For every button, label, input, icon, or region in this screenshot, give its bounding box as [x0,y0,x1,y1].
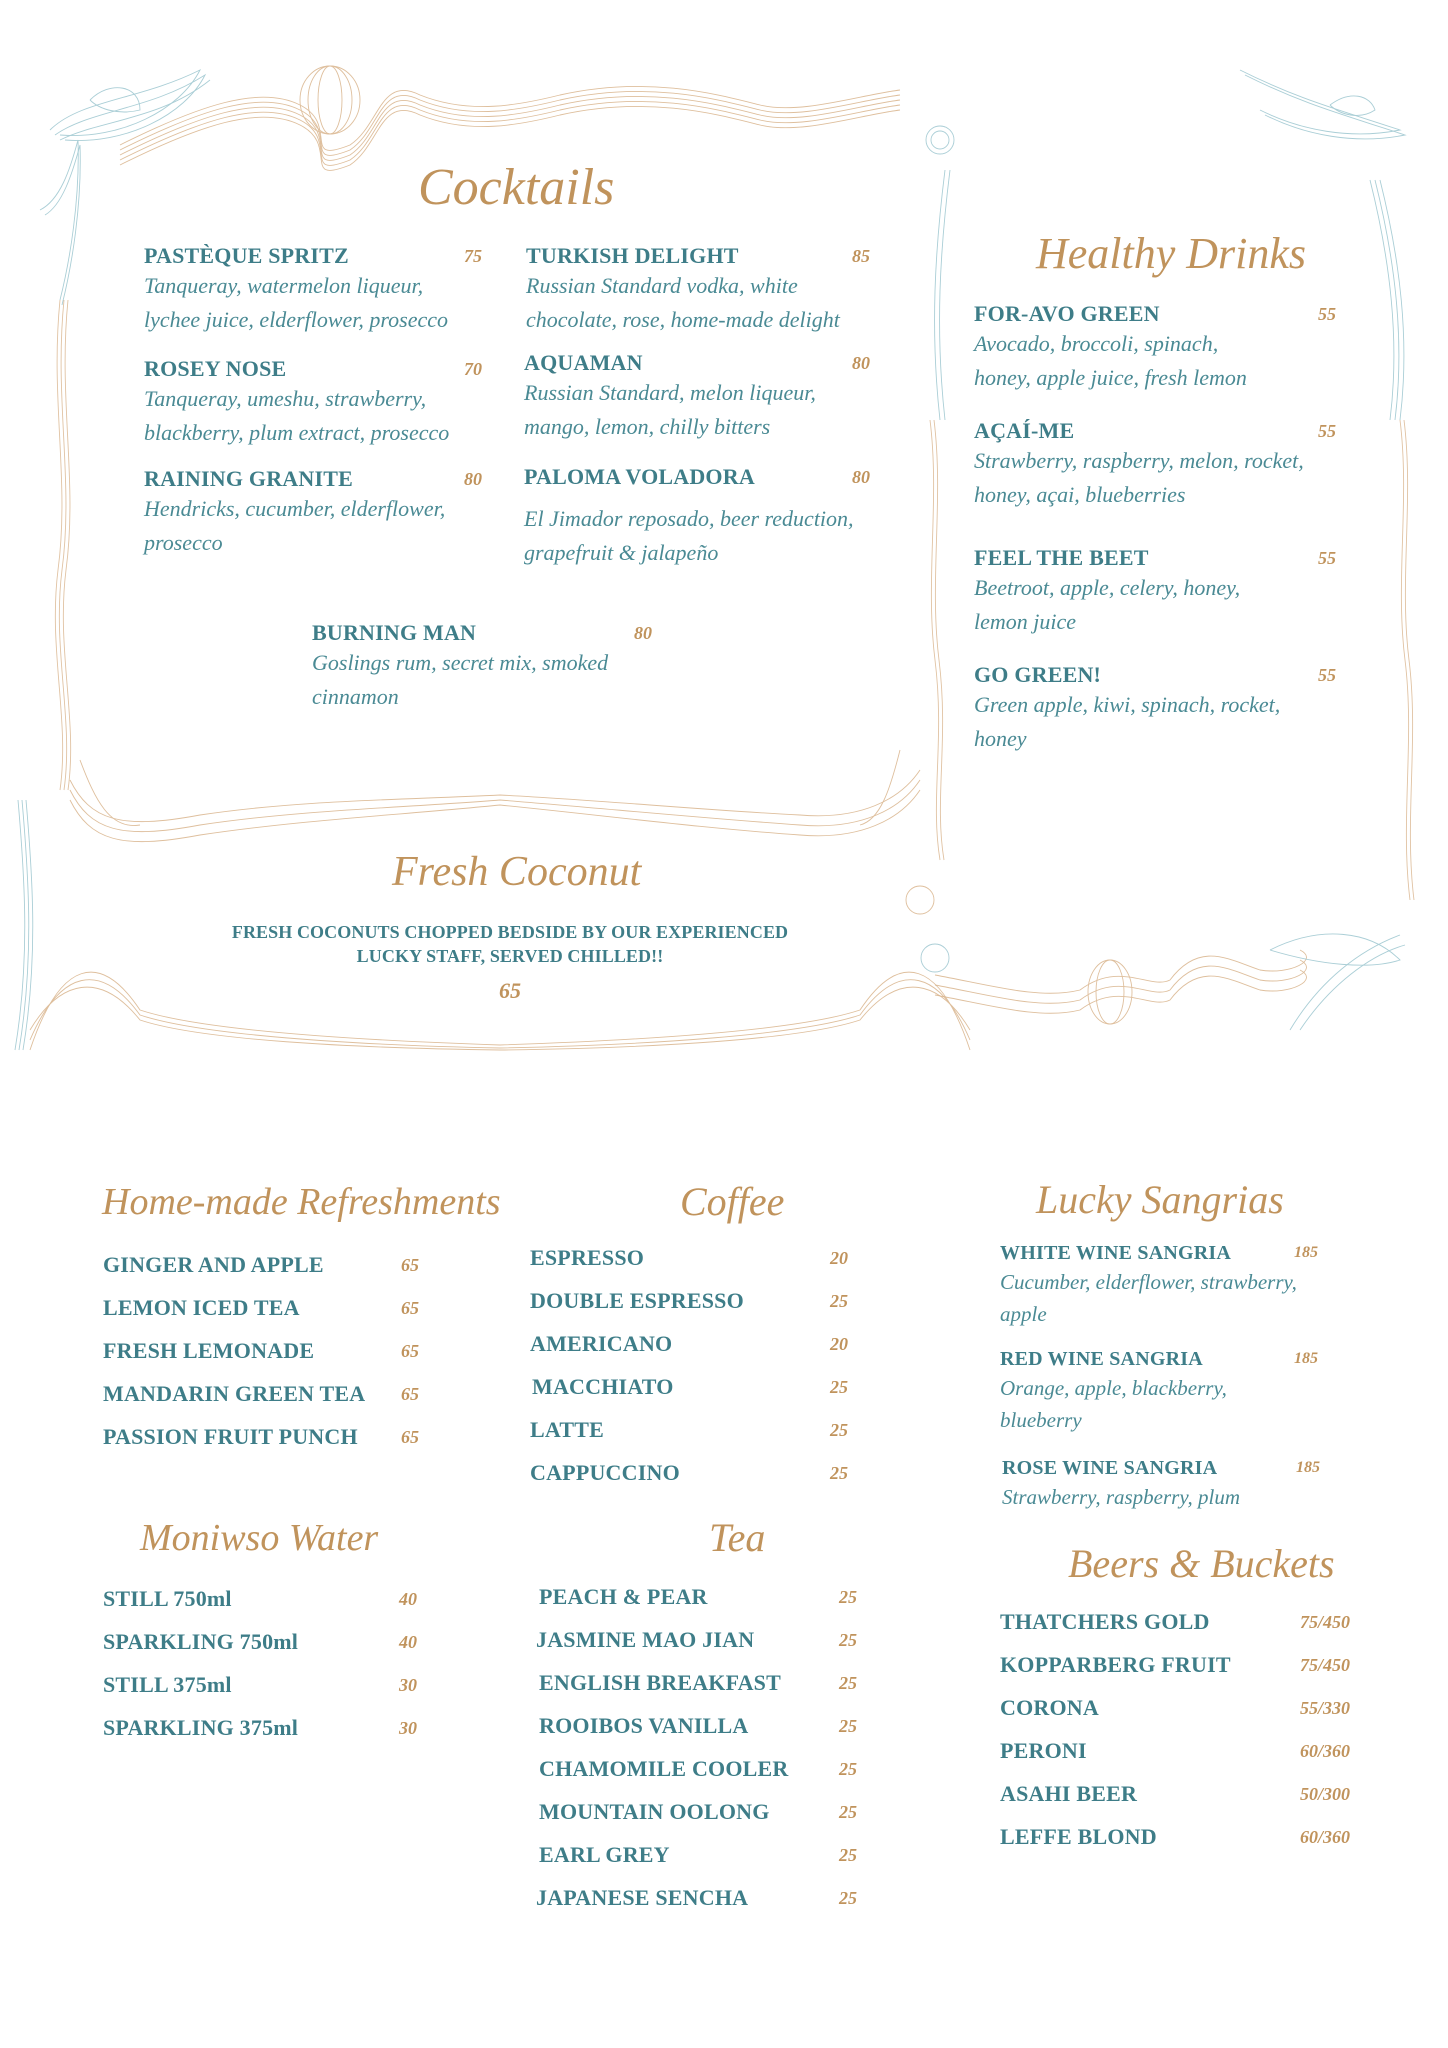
menu-item-rooibos-vanilla [539,1713,869,1739]
cocktail-frame-bottom [70,750,920,842]
item-price: 85 [852,246,870,266]
menu-item-americano [530,1331,860,1357]
item-price: 55 [1318,304,1336,324]
item-name: FOR-AVO GREEN [974,301,1160,326]
item-name: LEFFE BLOND [1000,1824,1157,1849]
item-name: MOUNTAIN OOLONG [539,1799,770,1824]
menu-item-turkish-delight [526,243,886,337]
item-price: 25 [830,1291,848,1311]
healthy-frame-bottom-right-blue [921,934,1405,1030]
item-price: 25 [839,1673,857,1693]
item-price: 75/450 [1300,1612,1351,1632]
item-name: MACCHIATO [532,1374,674,1399]
coffee-heading: Coffee [680,1179,785,1224]
item-price: 60/360 [1300,1827,1351,1847]
healthy-frame-bottom [906,886,1306,1024]
item-name: EARL GREY [539,1842,670,1867]
menu-item-latte [530,1417,860,1443]
item-price: 55 [1318,665,1336,685]
menu-item-kopparberg-fruit [1000,1652,1380,1678]
menu-item-red-wine-sangria [1000,1346,1360,1436]
item-price: 20 [830,1334,848,1354]
menu-item-sparkling-375 [103,1715,433,1741]
menu-item-lemon-iced-tea [103,1295,433,1321]
item-name: KOPPARBERG FRUIT [1000,1652,1231,1677]
menu-item-ginger-and-apple [103,1252,433,1278]
item-price: 75 [464,246,482,266]
menu-item-jasmine-mao-jian [536,1627,866,1653]
item-description: Hendricks, cucumber, elderflower, prosecco [144,496,446,555]
item-price: 25 [839,1630,857,1650]
menu-item-double-espresso [530,1288,860,1314]
menu-item-macchiato [532,1374,862,1400]
item-name: TURKISH DELIGHT [526,243,739,268]
item-name: PASTÈQUE SPRITZ [144,243,349,268]
item-price: 80 [634,623,652,643]
item-price: 25 [830,1420,848,1440]
item-price: 60/360 [1300,1741,1351,1761]
menu-item-fresh-lemonade [103,1338,433,1364]
item-price: 70 [464,359,482,379]
item-name: PERONI [1000,1738,1087,1763]
menu-item-peach-pear [539,1584,869,1610]
menu-item-japanese-sencha [536,1885,866,1911]
menu-item-peroni [1000,1738,1380,1764]
item-name: RAINING GRANITE [144,466,353,491]
homemade-refreshments-heading: Home-made Refreshments [102,1181,501,1223]
menu-item-asahi-beer [1000,1781,1380,1807]
item-price: 185 [1294,1350,1318,1367]
item-name: FEEL THE BEET [974,545,1149,570]
item-price: 55 [1318,421,1336,441]
item-price: 25 [839,1845,857,1865]
item-name: AQUAMAN [524,350,643,375]
item-price: 80 [852,467,870,487]
menu-item-acai-me [974,418,1374,512]
item-description: Strawberry, raspberry, melon, rocket, honey, açai, blueberries [974,448,1304,507]
item-price: 55/330 [1300,1698,1351,1718]
item-name: LATTE [530,1417,604,1442]
item-price: 25 [839,1587,857,1607]
item-description: El Jimador reposado, beer reduction, grapefruit & jalapeño [524,506,854,565]
item-price: 65 [401,1427,419,1447]
menu-item-corona [1000,1695,1380,1721]
menu-item-paloma-voladora [524,464,884,570]
item-name: PEACH & PEAR [539,1584,708,1609]
item-price: 25 [839,1716,857,1736]
item-price: 25 [839,1759,857,1779]
item-price: 25 [830,1463,848,1483]
item-name: STILL 750ml [103,1586,232,1611]
fresh-coconut-heading: Fresh Coconut [392,849,642,895]
item-description: Strawberry, raspberry, plum [1002,1485,1241,1509]
menu-item-for-avo-green [974,301,1374,395]
item-price: 30 [399,1718,417,1738]
item-description: Cucumber, elderflower, strawberry, apple [1000,1270,1297,1326]
item-name: AÇAÍ-ME [974,418,1075,443]
item-price: 25 [839,1888,857,1908]
item-price: 65 [401,1298,419,1318]
item-description: Beetroot, apple, celery, honey, lemon juice [974,575,1241,634]
item-name: ROSE WINE SANGRIA [1002,1457,1218,1479]
menu-item-leffe-blond [1000,1824,1380,1850]
item-name: CORONA [1000,1695,1099,1720]
item-price: 65 [401,1384,419,1404]
item-name: MANDARIN GREEN TEA [103,1381,366,1406]
beers-heading: Beers & Buckets [1068,1541,1335,1586]
item-name: FRESH LEMONADE [103,1338,315,1363]
menu-item-pasteque-spritz [144,243,484,337]
menu-item-raining-granite [144,466,484,560]
healthy-drinks-heading: Healthy Drinks [1036,229,1307,278]
item-description: Orange, apple, blackberry, blueberry [1000,1376,1227,1432]
item-name: THATCHERS GOLD [1000,1609,1210,1634]
item-price: 50/300 [1300,1784,1351,1804]
item-name: ROOIBOS VANILLA [539,1713,749,1738]
item-price: 75/450 [1300,1655,1351,1675]
item-price: 185 [1296,1459,1320,1476]
item-name: CHAMOMILE COOLER [539,1756,789,1781]
item-name: ENGLISH BREAKFAST [539,1670,781,1695]
item-name: JASMINE MAO JIAN [536,1627,755,1652]
item-name: ASAHI BEER [1000,1781,1138,1806]
item-price: 40 [399,1632,417,1652]
menu-item-cappuccino [530,1460,860,1486]
item-name: BURNING MAN [312,620,477,645]
menu-item-white-wine-sangria [1000,1240,1360,1330]
menu-item-mandarin-green-tea [103,1381,433,1407]
item-description: Tanqueray, umeshu, strawberry, blackberry, plum extract, prosecco [144,386,450,445]
menu-item-aquaman [524,350,884,444]
water-heading: Moniwso Water [140,1517,379,1559]
item-price: 25 [830,1377,848,1397]
menu-item-sparkling-750 [103,1629,433,1655]
menu-item-still-375 [103,1672,433,1698]
item-name: ESPRESSO [530,1245,645,1270]
item-description: Russian Standard vodka, white chocolate, rose, home-made delight [526,273,840,332]
item-name: WHITE WINE SANGRIA [1000,1242,1232,1264]
menu-item-passion-fruit-punch [103,1424,433,1450]
sangrias-heading: Lucky Sangrias [1036,1177,1284,1222]
item-name: LEMON ICED TEA [103,1295,300,1320]
item-price: 185 [1294,1244,1318,1261]
menu-item-rosey-nose [144,356,484,450]
menu-item-thatchers-gold [1000,1609,1380,1635]
item-price: 30 [399,1675,417,1695]
fresh-coconut-price: 65 [499,978,521,1003]
item-price: 80 [852,353,870,373]
item-name: SPARKLING 750ml [103,1629,299,1654]
item-name: GINGER AND APPLE [103,1252,324,1277]
coconut-frame-left-blue [15,800,33,1050]
item-name: STILL 375ml [103,1672,232,1697]
item-name: ROSEY NOSE [144,356,287,381]
item-name: PASSION FRUIT PUNCH [103,1424,358,1449]
fresh-coconut-description: FRESH COCONUTS CHOPPED BEDSIDE BY OUR EXPERIENCED LUCKY STAFF, SERVED CHILLED!! [231,922,789,966]
item-description: Tanqueray, watermelon liqueur, lychee juice, elderflower, prosecco [144,273,449,332]
item-description: Goslings rum, secret mix, smoked cinnamon [312,650,609,709]
item-name: DOUBLE ESPRESSO [530,1288,744,1313]
menu-item-english-breakfast [539,1670,869,1696]
menu-item-rose-wine-sangria [1002,1455,1362,1513]
item-price: 55 [1318,548,1336,568]
cocktail-frame-top [120,66,900,170]
menu-item-go-green [974,662,1374,756]
menu-item-feel-the-beet [974,545,1374,639]
menu-item-mountain-oolong [539,1799,869,1825]
item-name: JAPANESE SENCHA [536,1885,749,1910]
item-price: 65 [401,1255,419,1275]
menu-item-earl-grey [539,1842,869,1868]
tea-heading: Tea [709,1515,766,1560]
item-price: 65 [401,1341,419,1361]
menu-item-burning-man [312,620,672,714]
item-price: 20 [830,1248,848,1268]
item-name: PALOMA VOLADORA [524,464,755,489]
item-description: Green apple, kiwi, spinach, rocket, honey [974,692,1281,751]
item-price: 40 [399,1589,417,1609]
item-description: Russian Standard, melon liqueur, mango, lemon, chilly bitters [524,380,816,439]
cocktails-heading: Cocktails [418,159,615,216]
item-description: Avocado, broccoli, spinach, honey, apple juice, fresh lemon [974,331,1247,390]
item-price: 25 [839,1802,857,1822]
item-name: RED WINE SANGRIA [1000,1348,1203,1370]
item-name: AMERICANO [530,1331,673,1356]
menu-item-still-750 [103,1586,433,1612]
menu-item-chamomile-cooler [539,1756,869,1782]
item-name: SPARKLING 375ml [103,1715,299,1740]
item-price: 80 [464,469,482,489]
menu-item-espresso [530,1245,860,1271]
item-name: GO GREEN! [974,662,1102,687]
item-name: CAPPUCCINO [530,1460,680,1485]
